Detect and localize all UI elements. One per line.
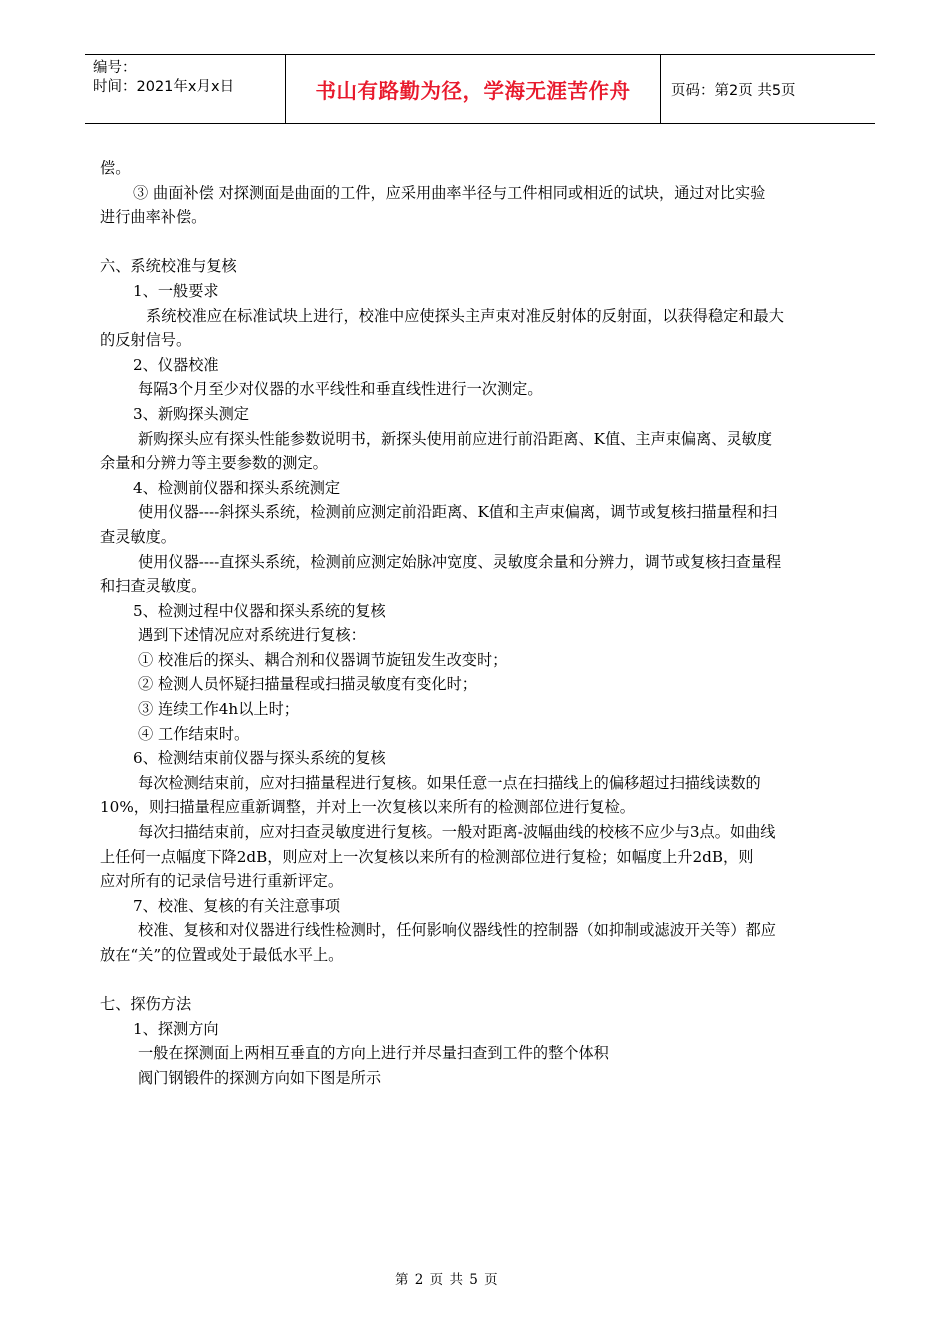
page-footer: 第 2 页 共 5 页 [395, 1272, 499, 1288]
header-info [85, 55, 285, 123]
body-line: 新购探头应有探头性能参数说明书，新探头使用前应进行前沿距离、K值、主声束偏离、灵敏度 [138, 429, 773, 448]
body-line: 一般在探测面上两相互垂直的方向上进行并尽量扫查到工件的整个体积 [138, 1044, 609, 1063]
list-item: ③ 连续工作4h以上时； [138, 700, 299, 719]
body-line: 阀门钢锻件的探测方向如下图是所示 [138, 1068, 381, 1087]
page-header [85, 54, 875, 124]
document-body [100, 156, 860, 1091]
body-line: 上任何一点幅度下降2dB，则应对上一次复核以来所有的检测部位进行复检；如幅度上升2dB，则 [100, 847, 754, 866]
body-line: 余量和分辨力等主要参数的测定。 [100, 454, 328, 473]
subsection-heading: 3、新购探头测定 [133, 404, 249, 423]
body-line: 和扫查灵敏度。 [100, 577, 207, 596]
time-label: 时间：2021年x月x日 [93, 79, 235, 95]
subsection-heading: 5、检测过程中仪器和探头系统的复核 [133, 601, 386, 620]
section-heading: 六、系统校准与复核 [100, 257, 237, 276]
list-item: ② 检测人员怀疑扫描量程或扫描灵敏度有变化时； [138, 675, 477, 694]
subsection-heading: 6、检测结束前仪器与探头系统的复核 [133, 749, 386, 768]
body-line: 使用仪器----斜探头系统，检测前应测定前沿距离、K值和主声束偏离，调节或复核扫描量程和扫 [138, 503, 778, 522]
body-line: 每次扫描结束前，应对扫查灵敏度进行复核。一般对距离-波幅曲线的校核不应少与3点。如曲线 [138, 823, 776, 842]
subsection-heading: 7、校准、复核的有关注意事项 [133, 896, 341, 915]
body-line: 放在“关”的位置或处于最低水平上。 [100, 946, 344, 964]
list-item: ① 校准后的探头、耦合剂和仪器调节旋钮发生改变时； [138, 650, 508, 669]
body-line: 应对所有的记录信号进行重新评定。 [100, 872, 343, 891]
body-line: ③ 曲面补偿 对探测面是曲面的工件，应采用曲率半径与工件相同或相近的试块，通过对比实验 [133, 183, 766, 202]
body-line: 偿。 [100, 159, 131, 177]
number-label: 编号： [93, 60, 137, 76]
body-line: 进行曲率补偿。 [100, 208, 207, 227]
subsection-heading: 2、仪器校准 [133, 355, 219, 374]
subsection-heading: 4、检测前仪器和探头系统测定 [133, 478, 341, 497]
list-item: ④ 工作结束时。 [138, 724, 250, 743]
subsection-heading: 1、探测方向 [133, 1019, 219, 1038]
header-page-number: 页码：第2页 共5页 [671, 82, 796, 99]
body-line: 遇到下述情况应对系统进行复核： [138, 626, 366, 645]
body-line: 系统校准应在标准试块上进行，校准中应使探头主声束对准反射体的反射面，以获得稳定和最大 [146, 306, 784, 325]
body-line: 的反射信号。 [100, 331, 192, 350]
blank-line [100, 230, 860, 255]
body-line: 10%，则扫描量程应重新调整，并对上一次复核以来所有的检测部位进行复检。 [100, 798, 635, 817]
body-line: 使用仪器----直探头系统，检测前应测定始脉冲宽度、灵敏度余量和分辨力，调节或复核扫查量程 [138, 552, 782, 571]
section-heading: 七、探伤方法 [100, 995, 192, 1014]
body-line: 校准、复核和对仪器进行线性检测时，任何影响仪器线性的控制器（如抑制或滤波开关等）都应 [138, 921, 776, 940]
header-motto: 书山有路勤为径，学海无涯苦作舟 [285, 55, 661, 123]
blank-line [100, 968, 860, 993]
body-line: 每隔3个月至少对仪器的水平线性和垂直线性进行一次测定。 [138, 380, 543, 399]
subsection-heading: 1、一般要求 [133, 281, 219, 300]
body-line: 查灵敏度。 [100, 527, 176, 546]
body-line: 每次检测结束前，应对扫描量程进行复核。如果任意一点在扫描线上的偏移超过扫描线读数的 [138, 773, 761, 792]
